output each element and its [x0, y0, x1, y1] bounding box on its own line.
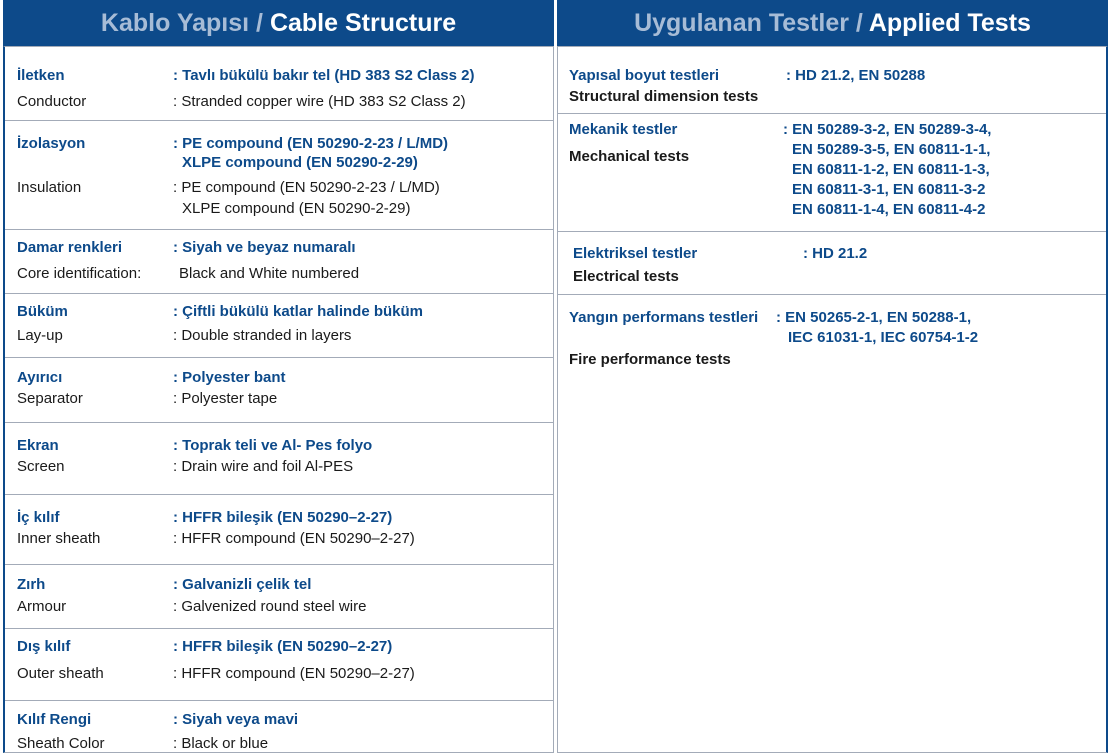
structure-en-label: Armour [17, 598, 67, 615]
header-left-tr: Kablo Yapısı / [100, 9, 270, 37]
structure-en-value: : Drain wire and foil Al-PES [173, 458, 354, 475]
test-value-line: : EN 50289-3-2, EN 50289-3-4, [783, 121, 992, 138]
cable-structure-header [3, 0, 554, 46]
structure-en-value: : Double stranded in layers [173, 327, 352, 344]
structure-en-label: Inner sheath [17, 530, 101, 547]
structure-tr-value: : HFFR bileşik (EN 50290–2-27) [173, 509, 393, 526]
test-value-line: EN 50289-3-5, EN 60811-1-1, [792, 141, 991, 158]
structure-tr-label: Büküm [17, 303, 68, 320]
test-value-line: IEC 61031-1, IEC 60754-1-2 [788, 329, 979, 346]
structure-en-value: Black and White numbered [179, 265, 360, 282]
structure-row-outer-sheath [5, 629, 553, 701]
structure-tr-value-2: XLPE compound (EN 50290-2-29) [182, 154, 418, 171]
structure-tr-label: Kılıf Rengi [17, 711, 92, 728]
structure-tr-value: : PE compound (EN 50290-2-23 / L/MD) [173, 135, 449, 152]
structure-tr-value: : Siyah ve beyaz numaralı [173, 239, 356, 256]
test-value-line: : EN 50265-2-1, EN 50288-1, [776, 309, 972, 326]
test-row-fire-performance [558, 295, 1106, 756]
structure-en-value-2: XLPE compound (EN 50290-2-29) [182, 200, 411, 217]
structure-en-label: Conductor [17, 93, 87, 110]
structure-row-core-identification [5, 230, 553, 294]
structure-tr-label: İzolasyon [17, 135, 86, 152]
structure-row-sheath-color [5, 701, 553, 754]
header-left-en: Cable Structure [269, 9, 457, 37]
structure-row-insulation [5, 121, 553, 230]
test-tr-label: Mekanik testler [569, 121, 678, 138]
structure-en-value: : HFFR compound (EN 50290–2-27) [173, 665, 415, 682]
structure-tr-label: Zırh [17, 576, 46, 593]
test-tr-label: Yangın performans testleri [569, 309, 759, 326]
structure-tr-value: : Toprak teli ve Al- Pes folyo [173, 437, 373, 454]
structure-row-inner-sheath [5, 495, 553, 565]
structure-en-label: Core identification: [17, 265, 142, 282]
structure-tr-label: İletken [17, 67, 65, 84]
structure-row-lay-up [5, 294, 553, 358]
structure-tr-value: : Çiftli bükülü katlar halinde büküm [173, 303, 424, 320]
header-right-en: Applied Tests [868, 9, 1031, 37]
test-row-structural [558, 47, 1106, 114]
test-value-line: : HD 21.2 [803, 245, 868, 262]
test-en-label: Fire performance tests [569, 351, 731, 368]
structure-en-label: Insulation [17, 179, 82, 196]
test-value-line: EN 60811-1-4, EN 60811-4-2 [792, 201, 986, 218]
applied-tests-header [557, 0, 1108, 46]
test-en-label: Mechanical tests [569, 148, 690, 165]
structure-tr-label: İç kılıf [17, 509, 60, 526]
structure-tr-label: Damar renkleri [17, 239, 123, 256]
structure-row-separator [5, 358, 553, 423]
structure-en-value: : Black or blue [173, 735, 269, 752]
structure-en-value: : Polyester tape [173, 390, 278, 407]
structure-tr-label: Dış kılıf [17, 638, 71, 655]
structure-tr-value: : Polyester bant [173, 369, 286, 386]
structure-row-screen [5, 423, 553, 495]
test-tr-label: Elektriksel testler [573, 245, 698, 262]
structure-en-label: Outer sheath [17, 665, 104, 682]
test-value-line: : HD 21.2, EN 50288 [786, 67, 926, 84]
structure-en-label: Sheath Color [17, 735, 105, 752]
structure-row-conductor [5, 47, 553, 121]
test-tr-label: Yapısal boyut testleri [569, 67, 720, 84]
structure-en-label: Separator [17, 390, 83, 407]
structure-tr-label: Ekran [17, 437, 59, 454]
test-row-mechanical [558, 114, 1106, 232]
structure-tr-value: : Siyah veya mavi [173, 711, 299, 728]
structure-en-value: : Stranded copper wire (HD 383 S2 Class 2) [173, 93, 466, 110]
structure-tr-value: : Galvanizli çelik tel [173, 576, 312, 593]
test-value-line: EN 60811-1-2, EN 60811-1-3, [792, 161, 990, 178]
structure-en-value: : Galvenized round steel wire [173, 598, 367, 615]
test-en-label: Electrical tests [573, 268, 679, 285]
structure-en-label: Screen [17, 458, 65, 475]
cable-structure-table [3, 46, 554, 753]
structure-row-armour [5, 565, 553, 629]
test-value-line: EN 60811-3-1, EN 60811-3-2 [792, 181, 986, 198]
structure-en-label: Lay-up [17, 327, 63, 344]
test-en-label: Structural dimension tests [569, 88, 759, 105]
test-row-electrical [558, 232, 1106, 295]
structure-en-value: : HFFR compound (EN 50290–2-27) [173, 530, 415, 547]
applied-tests-table [557, 46, 1108, 753]
structure-tr-label: Ayırıcı [17, 369, 63, 386]
structure-tr-value: : HFFR bileşik (EN 50290–2-27) [173, 638, 393, 655]
structure-tr-value: : Tavlı bükülü bakır tel (HD 383 S2 Class 2) [173, 67, 475, 84]
header-right-tr: Uygulanan Testler / [634, 9, 869, 37]
structure-en-value: : PE compound (EN 50290-2-23 / L/MD) [173, 179, 440, 196]
